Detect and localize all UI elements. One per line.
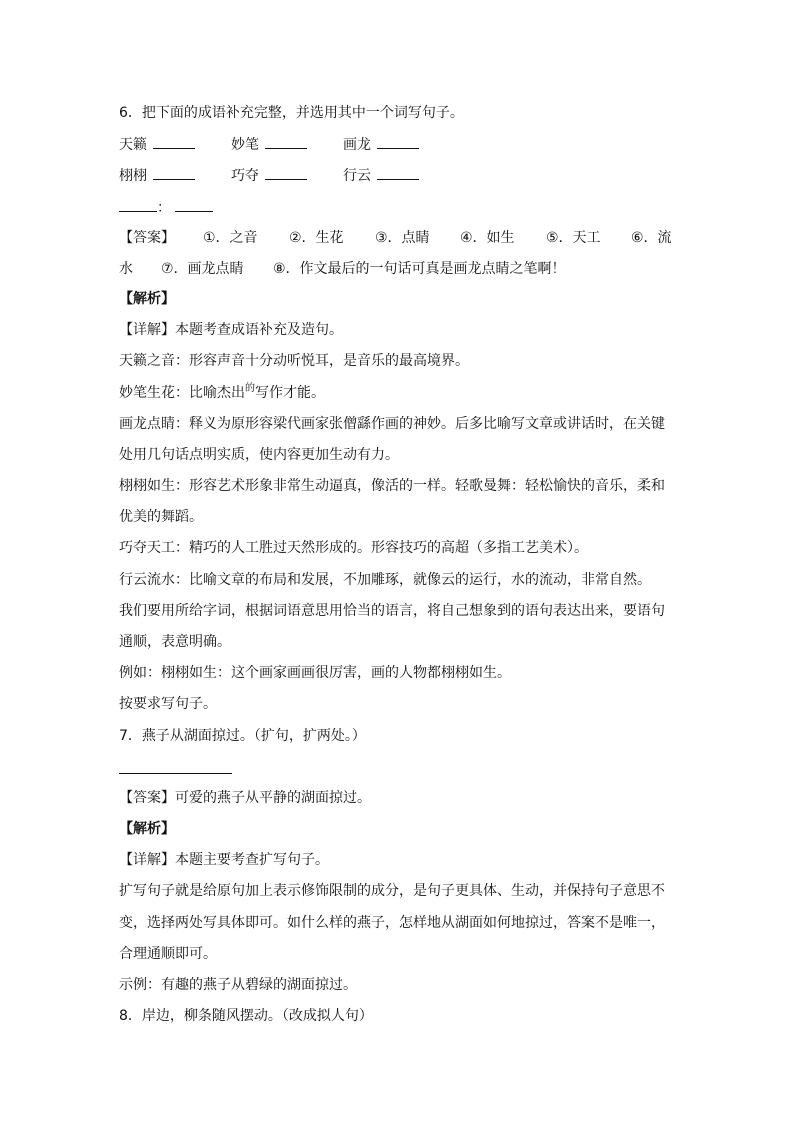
analysis-line: 处用几句话点明实质，使内容更加生动有力。 bbox=[119, 447, 399, 463]
analysis-line-text: 写作才能。 bbox=[255, 385, 325, 401]
idiom-prefix: 巧夺 bbox=[231, 168, 259, 184]
answer-item: 水 bbox=[119, 261, 133, 277]
analysis-line: 优美的舞蹈。 bbox=[119, 509, 203, 525]
idiom-prefix: 画龙 bbox=[343, 137, 371, 153]
colon: ： bbox=[157, 200, 171, 216]
idiom-blank-2 bbox=[231, 134, 307, 155]
fill-blank[interactable] bbox=[377, 165, 419, 180]
question-7-stem: 7．燕子从湖面掠过。（扩句，扩两处。） bbox=[119, 728, 366, 744]
idiom-prefix: 行云 bbox=[343, 168, 371, 184]
fill-blank[interactable] bbox=[175, 197, 213, 212]
idiom-prefix: 栩栩 bbox=[119, 168, 147, 184]
analysis-line: 栩栩如生：形容艺术形象非常生动逼真，像活的一样。轻歌曼舞：轻松愉快的音乐，柔和 bbox=[119, 478, 665, 494]
detail-line: 【详解】本题考查成语补充及造句。 bbox=[119, 322, 343, 338]
analysis-line: 例如：栩栩如生：这个画家画画很厉害，画的人物都栩栩如生。 bbox=[119, 665, 511, 681]
idiom-blank-1 bbox=[119, 134, 195, 155]
question-8-stem: 8．岸边，柳条随风摆动。（改成拟人句） bbox=[119, 1008, 373, 1024]
analysis-line: 通顺，表意明确。 bbox=[119, 634, 231, 650]
answer-item: ②．生花 bbox=[289, 230, 344, 246]
idiom-prefix: 妙笔 bbox=[231, 137, 259, 153]
answer-blank-line[interactable] bbox=[119, 773, 232, 774]
answer-item: ⑦．画龙点睛 bbox=[161, 261, 244, 277]
analysis-line-text: 妙笔生花：比喻杰出 bbox=[119, 385, 245, 401]
analysis-line: 变，选择两处写具体即可。如什么样的燕子，怎样地从湖面如何地掠过，答案不是唯一， bbox=[119, 915, 665, 931]
answer-line: 【答案】可爱的燕子从平静的湖面掠过。 bbox=[119, 790, 371, 806]
analysis-line bbox=[119, 383, 325, 405]
analysis-line: 我们要用所给字词，根据词语意思用恰当的语言，将自己想象到的语句表达出来，要语句 bbox=[119, 603, 665, 619]
analysis-line: 天籁之音：形容声音十分动听悦耳，是音乐的最高境界。 bbox=[119, 353, 469, 369]
idiom-blank-3 bbox=[343, 134, 419, 155]
analysis-line: 按要求写句子。 bbox=[119, 696, 217, 712]
idiom-blank-4 bbox=[119, 165, 195, 186]
analysis-label: 【解析】 bbox=[119, 821, 175, 837]
analysis-line: 扩写句子就是给原句加上表示修饰限制的成分，是句子更具体、生动，并保持句子意思不 bbox=[119, 883, 665, 899]
answer-item: ⑧．作文最后的一句话可真是画龙点睛之笔啊！ bbox=[273, 261, 566, 277]
analysis-line: 合理通顺即可。 bbox=[119, 946, 217, 962]
idiom-prefix: 天籁 bbox=[119, 137, 147, 153]
answer-item: ④．如生 bbox=[460, 230, 515, 246]
fill-blank[interactable] bbox=[377, 134, 419, 149]
fill-blank[interactable] bbox=[265, 134, 307, 149]
question-6-stem: 6．把下面的成语补充完整，并选用其中一个词写句子。 bbox=[119, 105, 464, 121]
superscript-char: 的 bbox=[245, 383, 255, 394]
idiom-blank-6 bbox=[343, 165, 419, 186]
detail-line: 【详解】本题主要考查扩写句子。 bbox=[119, 852, 329, 868]
analysis-label: 【解析】 bbox=[119, 291, 175, 307]
answer-item: ⑤．天工 bbox=[546, 230, 601, 246]
sentence-blank-row bbox=[119, 197, 213, 218]
fill-blank[interactable] bbox=[153, 165, 195, 180]
answer-item: ①．之音 bbox=[203, 230, 258, 246]
fill-blank[interactable] bbox=[119, 197, 157, 212]
fill-blank[interactable] bbox=[265, 165, 307, 180]
answer-label: 【答案】 bbox=[119, 230, 175, 246]
answer-item: ⑥．流 bbox=[631, 230, 672, 246]
analysis-line: 画龙点睛：释义为原形容梁代画家张僧繇作画的神妙。后多比喻写文章或讲话时，在关键 bbox=[119, 416, 665, 432]
answer-item: ③．点睛 bbox=[375, 230, 430, 246]
analysis-line: 示例：有趣的燕子从碧绿的湖面掠过。 bbox=[119, 977, 357, 993]
fill-blank[interactable] bbox=[153, 134, 195, 149]
idiom-blank-5 bbox=[231, 165, 307, 186]
analysis-line: 行云流水：比喻文章的布局和发展，不加雕琢，就像云的运行，水的流动，非常自然。 bbox=[119, 572, 651, 588]
analysis-line: 巧夺天工：精巧的人工胜过天然形成的。形容技巧的高超（多指工艺美术）。 bbox=[119, 540, 588, 556]
